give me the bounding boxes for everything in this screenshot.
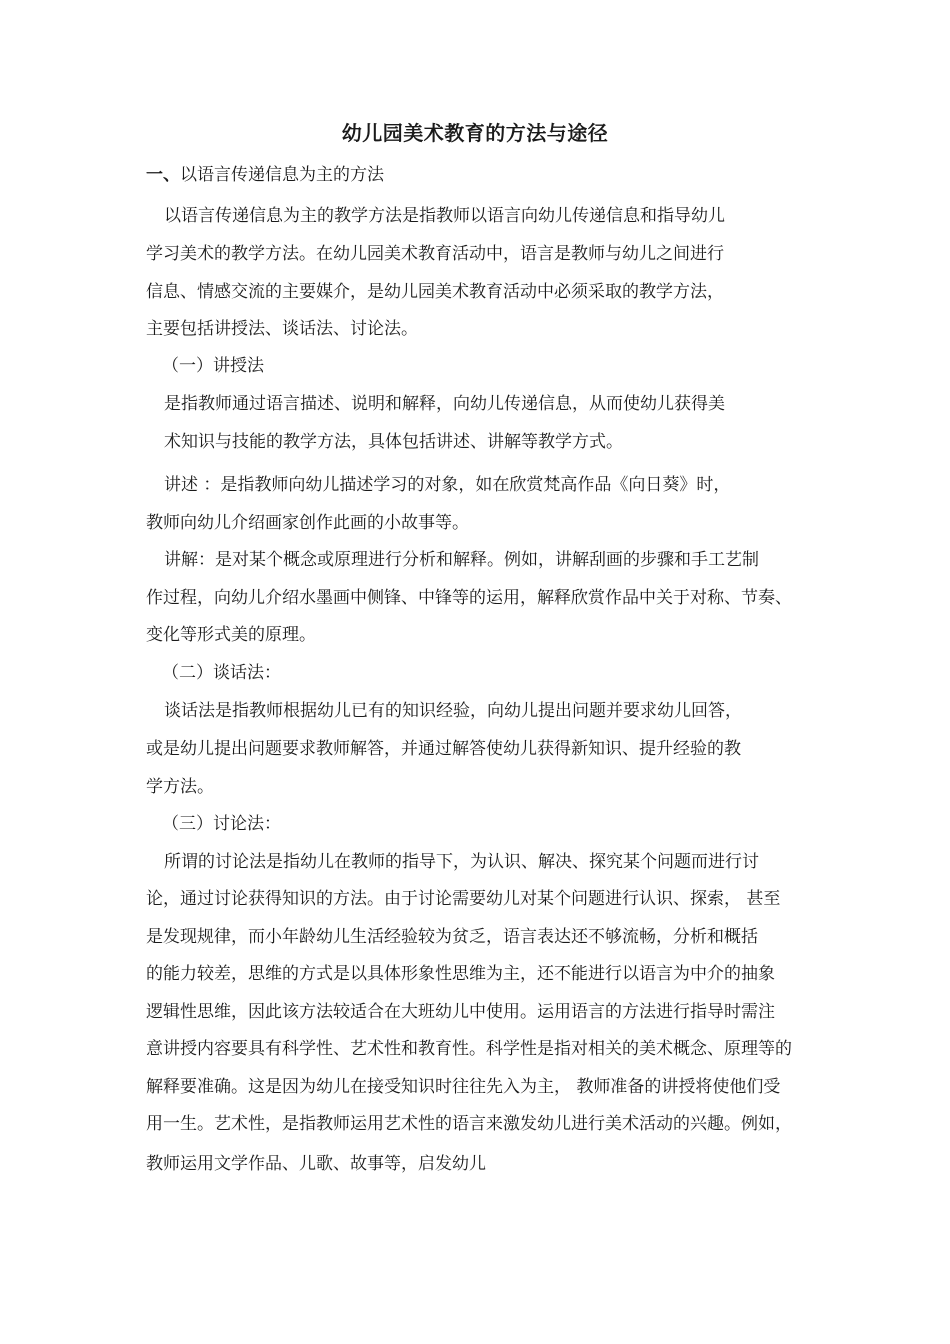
subsection-heading-conversation: （二）谈话法： [162, 663, 281, 683]
paragraph-line: 术知识与技能的教学方法，具体包括讲述、讲解等教学方式。 [164, 432, 623, 452]
paragraph-line: 以语言传递信息为主的教学方法是指教师以语言向幼儿传递信息和指导幼儿 [164, 206, 725, 226]
paragraph-line: 主要包括讲授法、谈话法、讨论法。 [146, 319, 418, 339]
paragraph-line: 是发现规律，而小年龄幼儿生活经验较为贫乏，语言表达还不够流畅，分析和概括 [146, 927, 758, 947]
paragraph-line: 作过程，向幼儿介绍水墨画中侧锋、中锋等的运用，解释欣赏作品中关于对称、节奏、 [146, 588, 792, 608]
paragraph-line: 意讲授内容要具有科学性、艺术性和教育性。科学性是指对相关的美术概念、原理等的 [146, 1039, 792, 1059]
paragraph-line: 是指教师通过语言描述、说明和解释，向幼儿传递信息，从而使幼儿获得美 [164, 394, 725, 414]
paragraph-line: 教师向幼儿介绍画家创作此画的小故事等。 [146, 513, 469, 533]
paragraph-line: 讲述 ：是指教师向幼儿描述学习的对象，如在欣赏梵高作品《向日葵》时， [164, 475, 731, 495]
subsection-heading-discussion: （三）讨论法： [162, 814, 281, 834]
paragraph-line: 所谓的讨论法是指幼儿在教师的指导下，为认识、解决、探究某个问题而进行讨 [164, 852, 759, 872]
paragraph-line: 用一生。艺术性，是指教师运用艺术性的语言来激发幼儿进行美术活动的兴趣。例如， [146, 1114, 792, 1134]
paragraph-line: 谈话法是指教师根据幼儿已有的知识经验，向幼儿提出问题并要求幼儿回答， [164, 701, 742, 721]
paragraph-line: 学方法。 [146, 777, 214, 797]
paragraph-line: 教师运用文学作品、儿歌、故事等，启发幼儿 [146, 1154, 486, 1174]
paragraph-line: 信息、情感交流的主要媒介，是幼儿园美术教育活动中必须采取的教学方法， [146, 282, 724, 302]
paragraph-line: 的能力较差，思维的方式是以具体形象性思维为主，还不能进行以语言为中介的抽象 [146, 964, 775, 984]
paragraph-line: 或是幼儿提出问题要求教师解答，并通过解答使幼儿获得新知识、提升经验的教 [146, 739, 741, 759]
section-heading-text: 以语言传递信息为主的方法 [180, 165, 384, 185]
subsection-heading-lecture: （一）讲授法 [162, 356, 264, 376]
paragraph-line: 学习美术的教学方法。在幼儿园美术教育活动中，语言是教师与幼儿之间进行 [146, 244, 724, 264]
section-heading-1 [146, 163, 384, 187]
document-title: 幼儿园美术教育的方法与途径 [341, 121, 609, 145]
paragraph-line: 论，通过讨论获得知识的方法。由于讨论需要幼儿对某个问题进行认识、探索， 甚至 [146, 889, 781, 909]
paragraph-line: 逻辑性思维，因此该方法较适合在大班幼儿中使用。运用语言的方法进行指导时需注 [146, 1002, 775, 1022]
paragraph-line: 解释要准确。这是因为幼儿在接受知识时往往先入为主， 教师准备的讲授将使他们受 [146, 1077, 781, 1097]
section-number: 一、 [146, 165, 180, 185]
paragraph-line: 讲解：是对某个概念或原理进行分析和解释。例如，讲解刮画的步骤和手工艺制 [164, 550, 759, 570]
paragraph-line: 变化等形式美的原理。 [146, 625, 316, 645]
